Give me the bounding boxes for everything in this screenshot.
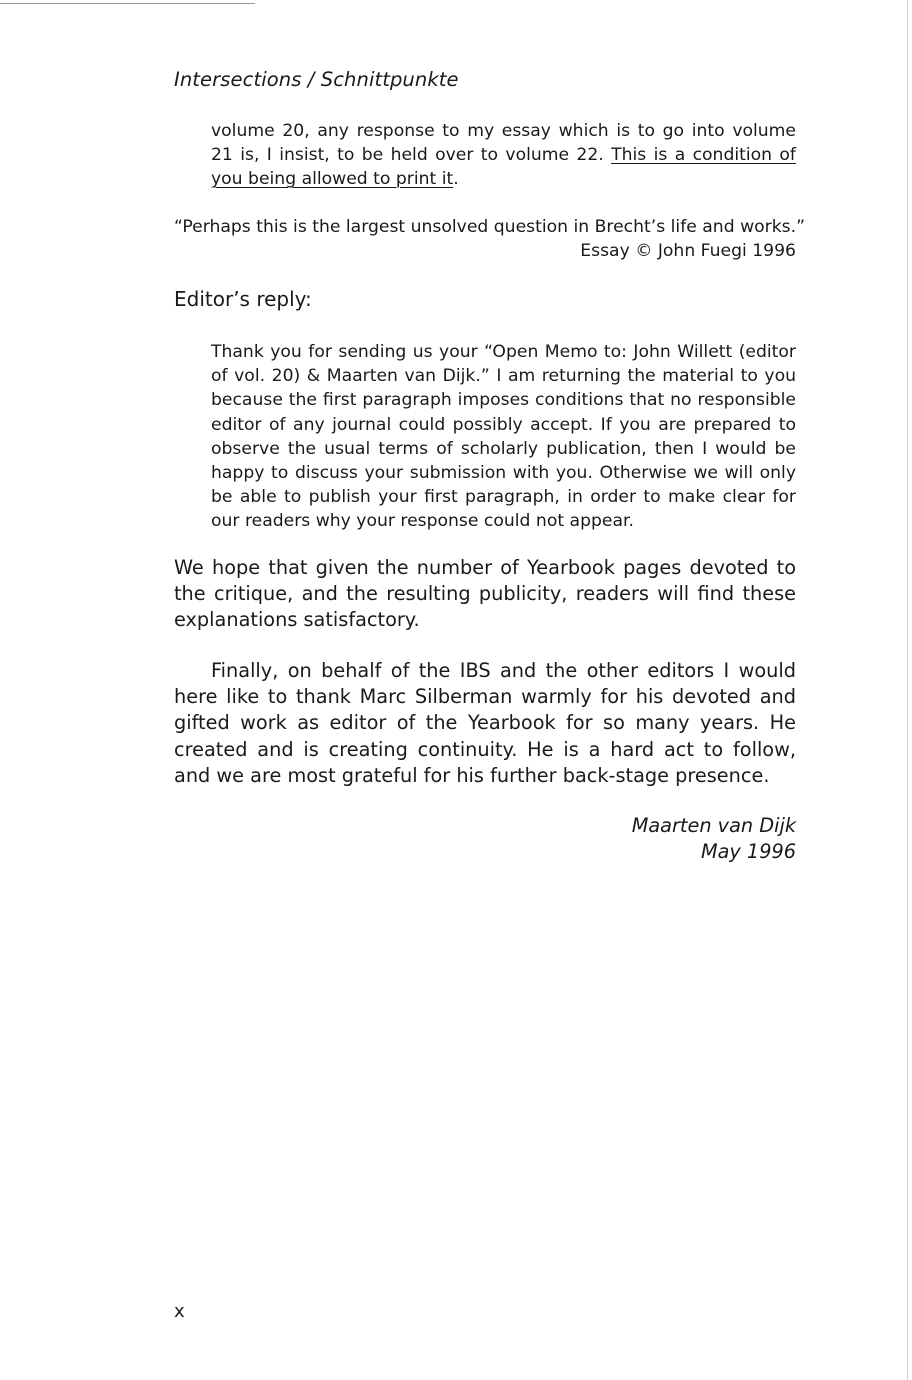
- quoted-condition-period: .: [453, 169, 459, 189]
- signature-block: [540, 813, 796, 865]
- editor-reply-letter: Thank you for sending us your “Open Memo to: John Willett (editor of vol. 20) & Maarten van Dijk.” I am returning the material to you because the first paragraph imposes conditions that no responsible editor of any journal could possibly accept. If you are prepared to observe the usual terms of scholarly publication, then I would be happy to discuss your submission with you. Otherwise we will only be able to publish your first paragraph, in order to make clear for our readers why your response could not appear.: [211, 342, 796, 532]
- page-edge-top-rule: [0, 3, 255, 4]
- editor-reply-heading: Editor’s reply:: [174, 287, 312, 311]
- epigraph: [174, 215, 805, 263]
- page-edge-right-rule: [907, 0, 908, 1380]
- page-number: x: [174, 1301, 185, 1322]
- signature-name: Maarten van Dijk: [631, 814, 796, 837]
- running-head: Intersections / Schnittpunkte: [174, 68, 459, 91]
- epigraph-quote: “Perhaps this is the largest unsolved question in Brecht’s life and works.”: [174, 217, 805, 237]
- epigraph-credit: Essay © John Fuegi 1996: [580, 241, 796, 261]
- quoted-condition-paragraph: [211, 119, 796, 191]
- body-paragraph-thanks: Finally, on behalf of the IBS and the other editors I would here like to thank Marc Silberman warmly for his devoted and gifted work as editor of the Yearbook for so many years. He created and is creating continuity. He is a hard act to follow, and we are most grateful for his further back-stage presence.: [174, 659, 796, 787]
- quoted-condition-text: volume 20, any response to my essay which is to go into volume 21 is, I insist, to be held over to volume 22.: [211, 121, 796, 165]
- underlined-condition-text: This is a condition of you being allowed to print it: [211, 145, 796, 189]
- signature-date: May 1996: [700, 840, 796, 863]
- body-paragraph-explanations: We hope that given the number of Yearbook pages devoted to the critique, and the resulting publicity, readers will find these explanations satisfactory.: [174, 556, 796, 632]
